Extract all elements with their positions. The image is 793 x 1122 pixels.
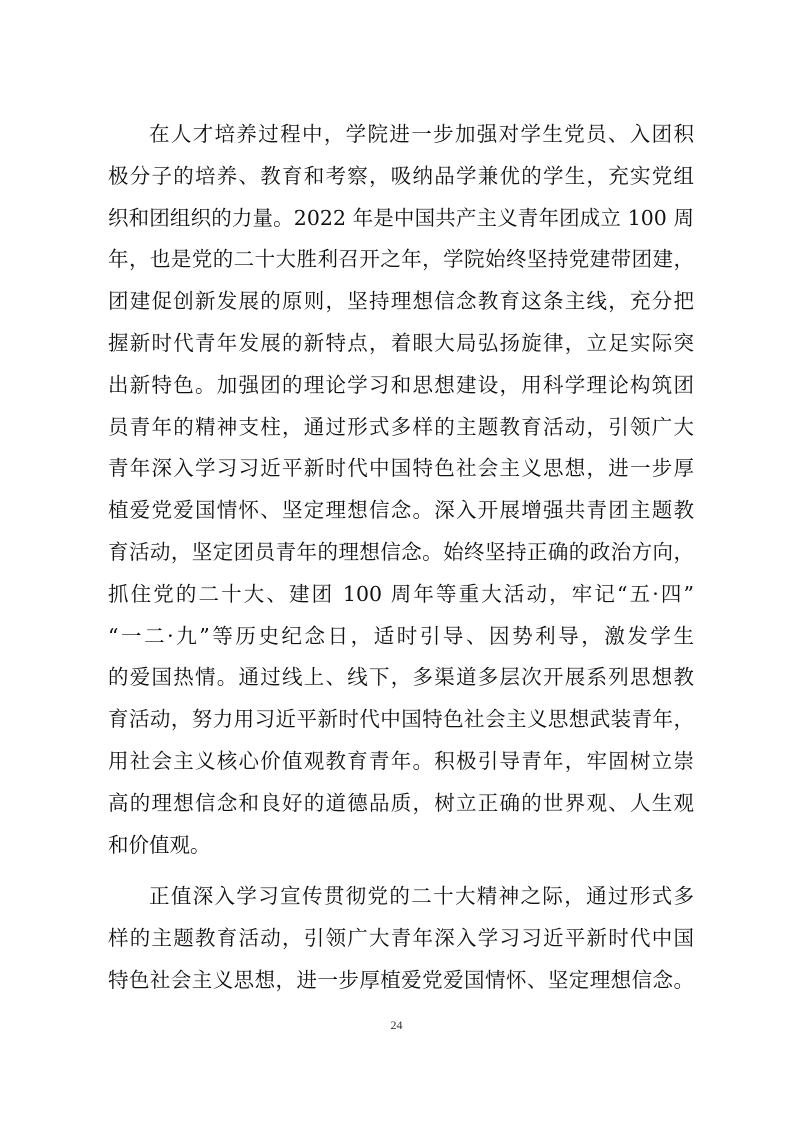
paragraph-1: [108, 114, 694, 866]
paragraph-line: 高的理想信念和良好的道德品质，树立正确的世界观、人生观: [108, 790, 694, 815]
document-body: [108, 114, 694, 1002]
page-number: 24: [390, 1018, 403, 1032]
paragraph-line: 握新时代青年发展的新特点，着眼大局弘扬旋律，立足实际突: [108, 330, 694, 355]
paragraph-line: 抓住党的二十大、建团 100 周年等重大活动，牢记“五·四”: [108, 581, 694, 606]
paragraph-line: 正值深入学习宣传贯彻党的二十大精神之际，通过形式多: [149, 884, 694, 909]
paragraph-line: 团建促创新发展的原则，坚持理想信念教育这条主线，充分把: [108, 289, 694, 314]
paragraph-line: 和价值观。: [108, 832, 211, 857]
paragraph-line: 极分子的培养、教育和考察，吸纳品学兼优的学生，充实党组: [108, 163, 694, 188]
paragraph-line: 育活动，坚定团员青年的理想信念。始终坚持正确的政治方向，: [108, 539, 694, 564]
paragraph-2: [108, 876, 694, 1001]
paragraph-line: 织和团组织的力量。2022 年是中国共产主义青年团成立 100 周: [108, 205, 694, 230]
paragraph-line: 青年深入学习习近平新时代中国特色社会主义思想，进一步厚: [108, 456, 694, 481]
paragraph-line: 育活动，努力用习近平新时代中国特色社会主义思想武装青年，: [108, 707, 694, 732]
paragraph-line: 在人才培养过程中，学院进一步加强对学生党员、入团积: [149, 122, 694, 146]
paragraph-line: 植爱党爱国情怀、坚定理想信念。深入开展增强共青团主题教: [108, 498, 694, 523]
paragraph-line: “一二·九”等历史纪念日，适时引导、因势利导，激发学生: [108, 623, 694, 648]
paragraph-line: 样的主题教育活动，引领广大青年深入学习习近平新时代中国: [108, 926, 694, 951]
paragraph-line: 特色社会主义思想，进一步厚植爱党爱国情怀、坚定理想信念。: [108, 967, 694, 992]
paragraph-line: 用社会主义核心价值观教育青年。积极引导青年，牢固树立崇: [108, 748, 694, 773]
paragraph-spacing: [108, 866, 694, 876]
paragraph-line: 的爱国热情。通过线上、线下，多渠道多层次开展系列思想教: [108, 665, 694, 690]
paragraph-line: 出新特色。加强团的理论学习和思想建设，用科学理论构筑团: [108, 372, 694, 397]
paragraph-line: 员青年的精神支柱，通过形式多样的主题教育活动，引领广大: [108, 414, 694, 439]
paragraph-line: 年，也是党的二十大胜利召开之年，学院始终坚持党建带团建，: [108, 247, 694, 272]
